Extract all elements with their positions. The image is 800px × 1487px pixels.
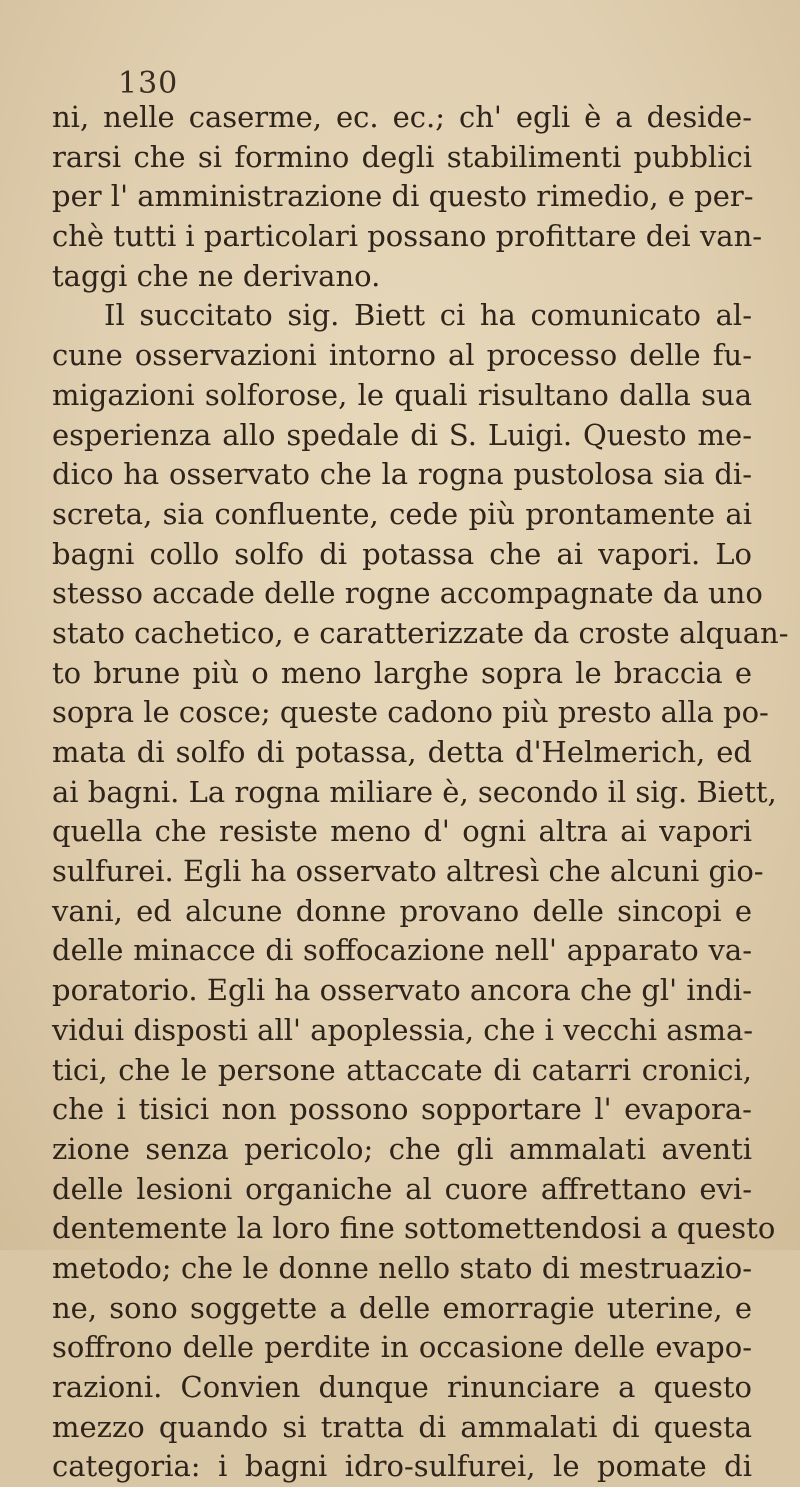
text-line: esperienza allo spedale di S. Luigi. Questo me-: [52, 417, 752, 452]
text-line: chè tutti i particolari possano profittare dei van-: [52, 219, 763, 254]
text-line: sulfurei. Egli ha osservato altresì che alcuni gio-: [52, 854, 764, 889]
text-line: per l' amministrazione di questo rimedio, e per-: [52, 179, 754, 214]
text-line: ai bagni. La rogna miliare è, secondo il sig. Biett,: [52, 774, 777, 809]
text-line: delle minacce di soffocazione nell' apparato va-: [52, 933, 752, 968]
text-line: screta, sia confluente, cede più prontamente ai: [52, 496, 752, 531]
text-line: soffrono delle perdite in occasione delle evapo-: [52, 1330, 752, 1365]
page-number: 130: [118, 66, 179, 101]
text-line: mata di solfo di potassa, detta d'Helmerich, ed: [52, 735, 752, 769]
text-line: ne, sono soggette a delle emorragie uterine, e: [52, 1290, 752, 1325]
text-line: poratorio. Egli ha osservato ancora che gl' indi-: [52, 973, 752, 1008]
text-line: zione senza pericolo; che gli ammalati aventi: [52, 1131, 752, 1166]
text-line: vani, ed alcune donne provano delle sincopi e: [52, 893, 752, 928]
text-line: rarsi che si formino degli stabilimenti pubblici: [52, 139, 752, 174]
text-line: dico ha osservato che la rogna pustolosa sia di-: [52, 457, 752, 492]
text-line: migazioni solforose, le quali risultano dalla sua: [52, 377, 752, 412]
text-line: tici, che le persone attaccate di catarri cronici,: [52, 1052, 752, 1087]
text-line: dentemente la loro fine sottomettendosi a questo: [52, 1211, 776, 1246]
text-line: sopra le cosce; queste cadono più presto alla po-: [52, 695, 769, 730]
text-line: categoria: i bagni idro-sulfurei, le pomate di: [52, 1449, 752, 1484]
text-line: cune osservazioni intorno al processo delle fu-: [52, 338, 752, 373]
text-line: metodo; che le donne nello stato di mestruazio-: [52, 1250, 752, 1285]
text-line: quella che resiste meno d' ogni altra ai vapori: [52, 814, 752, 849]
text-line: razioni. Convien dunque rinunciare a questo: [52, 1370, 752, 1404]
text-line: stato cachetico, e caratterizzate da croste alquan-: [52, 615, 789, 650]
body-text: [52, 98, 789, 1487]
paragraph-end-line: taggi che ne derivano.: [52, 258, 381, 293]
text-line: mezzo quando si tratta di ammalati di questa: [52, 1409, 752, 1444]
text-line: ni, nelle caserme, ec. ec.; ch' egli è a deside-: [52, 100, 752, 134]
text-line: vidui disposti all' apoplessia, che i vecchi asma-: [52, 1012, 754, 1047]
text-line: to brune più o meno larghe sopra le braccia e: [52, 655, 752, 690]
text-line: delle lesioni organiche al cuore affrettano evi-: [52, 1171, 752, 1206]
text-line: bagni collo solfo di potassa che ai vapori. Lo: [52, 536, 752, 571]
paragraph-start-line: Il succitato sig. Biett ci ha comunicato al-: [104, 298, 752, 333]
text-line: che i tisici non possono sopportare l' evapora-: [52, 1092, 752, 1127]
text-line: stesso accade delle rogne accompagnate da uno: [52, 576, 763, 611]
